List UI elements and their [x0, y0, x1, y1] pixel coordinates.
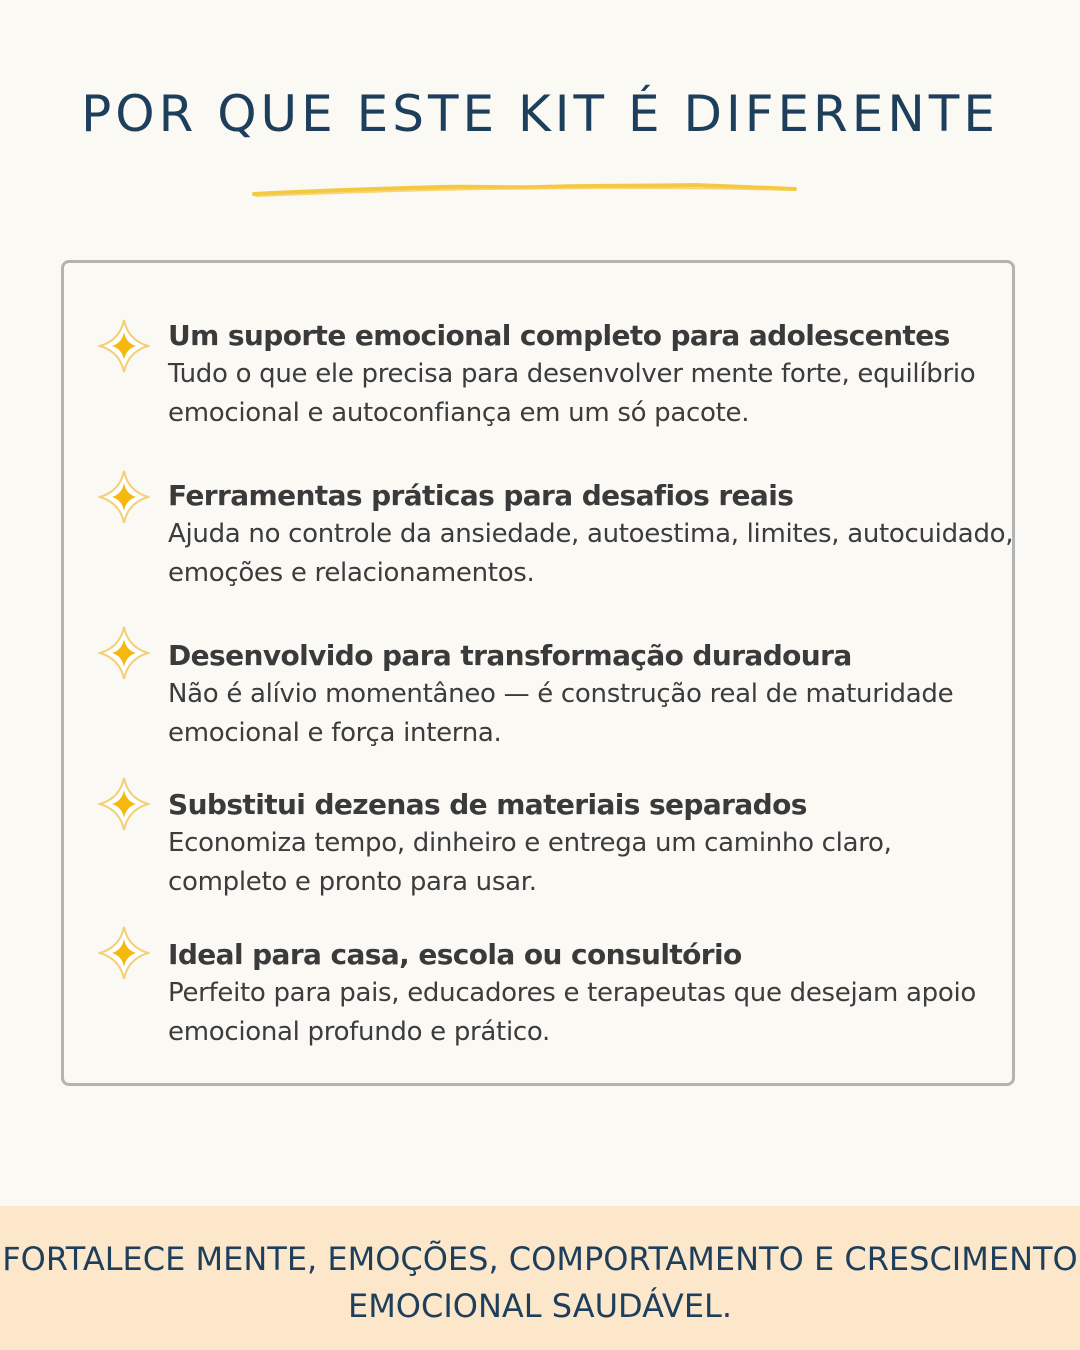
feature-title: Ferramentas práticas para desafios reais [168, 479, 794, 512]
feature-title: Ideal para casa, escola ou consultório [168, 938, 742, 971]
sparkle-icon [98, 925, 150, 981]
title-underline [250, 176, 800, 204]
feature-description: Tudo o que ele precisa para desenvolver mente forte, equilíbrio emocional e autoconfiança em um só pacote. [168, 359, 976, 428]
footer-line-2: EMOCIONAL SAUDÁVEL. [347, 1287, 733, 1325]
footer-banner [0, 1206, 1080, 1350]
sparkle-icon [98, 776, 150, 832]
sparkle-icon [98, 625, 150, 681]
features-card [61, 260, 1015, 1086]
feature-description: Economiza tempo, dinheiro e entrega um caminho claro, completo e pronto para usar. [168, 828, 892, 897]
feature-description: Não é alívio momentâneo — é construção real de maturidade emocional e força interna. [168, 679, 954, 748]
feature-title: Substitui dezenas de materiais separados [168, 788, 807, 821]
page-title: POR QUE ESTE KIT É DIFERENTE [81, 85, 999, 143]
feature-title: Desenvolvido para transformação duradoura [168, 639, 852, 672]
sparkle-icon [98, 318, 150, 374]
feature-description: Perfeito para pais, educadores e terapeutas que desejam apoio emocional profundo e prático. [168, 978, 976, 1047]
sparkle-icon [98, 469, 150, 525]
feature-title: Um suporte emocional completo para adolescentes [168, 319, 950, 352]
footer-text [0, 1236, 1080, 1330]
footer-line-1: FORTALECE MENTE, EMOÇÕES, COMPORTAMENTO E CRESCIMENTO [2, 1240, 1078, 1278]
feature-description: Ajuda no controle da ansiedade, autoestima, limites, autocuidado, emoções e relacionamentos. [168, 519, 1014, 588]
